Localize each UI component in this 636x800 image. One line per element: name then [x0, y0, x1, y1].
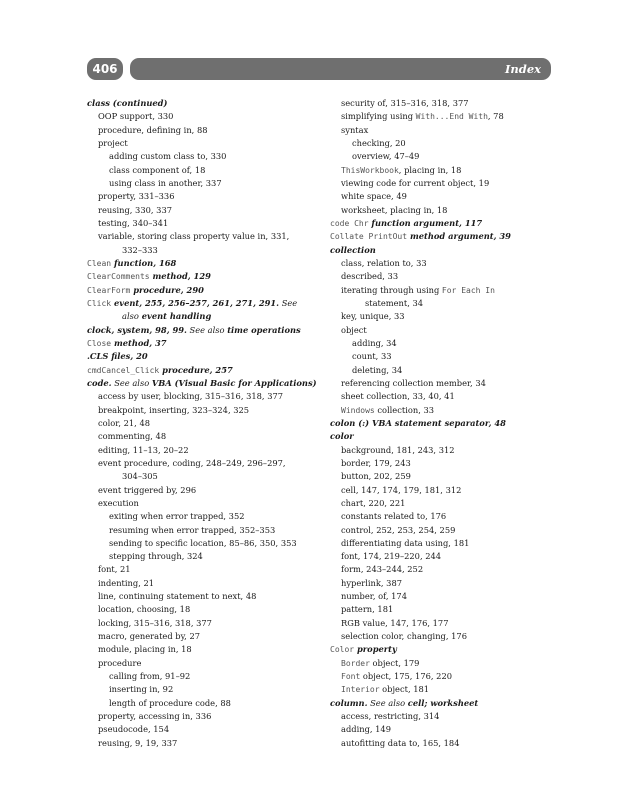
index-entry-text: 332–333 [122, 244, 158, 255]
index-entry [330, 617, 552, 630]
index-entry [330, 537, 552, 550]
index-entry-text: overview, 47–49 [352, 151, 420, 162]
index-entry [330, 390, 552, 403]
index-entry-text: cmdCancel_Click [87, 365, 160, 375]
index-entry-text: event handling [138, 311, 212, 322]
index-entry-text: See [279, 297, 298, 308]
index-entry-text: event, 255, 256–257, 261, 271, 291. [111, 297, 280, 308]
index-entry [87, 630, 327, 643]
index-entry-text: line, continuing statement to next, 48 [98, 591, 257, 602]
index-entry-text: inserting in, 92 [109, 684, 174, 695]
index-entry-text: testing, 340–341 [98, 217, 169, 228]
index-entry-text: .CLS files, 20 [87, 351, 148, 362]
index-entry-text: code. [87, 377, 112, 388]
index-entry-text: Windows [341, 405, 375, 415]
index-entry [87, 417, 327, 430]
index-entry-text: editing, 11–13, 20–22 [98, 444, 189, 455]
index-entry-text: commenting, 48 [98, 431, 167, 442]
index-entry-text: function argument, 117 [368, 217, 483, 228]
index-entry-text: object, 175, 176, 220 [360, 671, 453, 682]
index-entry [330, 683, 552, 696]
index-entry-text: viewing code for current object, 19 [341, 177, 490, 188]
index-entry-text: iterating through using [341, 284, 442, 295]
index-entry [330, 190, 552, 203]
index-entry [87, 657, 327, 670]
index-entry [87, 137, 327, 150]
index-entry [330, 470, 552, 483]
index-entry-text: property [354, 644, 397, 655]
index-entry-text: cell; worksheet [407, 697, 479, 708]
index-entry-text: object [341, 324, 367, 335]
index-entry [87, 603, 327, 616]
index-entry [330, 324, 552, 337]
index-entry [87, 563, 327, 576]
index-entry [87, 190, 327, 203]
index-entry-text: column. [330, 697, 368, 708]
index-entry-text: reusing, 9, 19, 337 [98, 737, 178, 748]
index-entry [330, 577, 552, 590]
index-entry-text: autofitting data to, 165, 184 [341, 737, 460, 748]
index-entry-text: OOP support, 330 [98, 111, 174, 122]
index-entry [330, 603, 552, 616]
index-entry-text: Font [341, 672, 361, 682]
index-entry-text: security of, 315–316, 318, 377 [341, 98, 469, 108]
index-entry [330, 177, 552, 190]
index-entry [330, 350, 552, 363]
index-entry-text: property, accessing in, 336 [98, 711, 212, 722]
index-entry [87, 550, 327, 563]
index-entry-text: ClearComments [87, 272, 150, 282]
index-entry [87, 510, 327, 523]
index-entry-text: Clean [87, 258, 112, 268]
page-number: 406 [87, 58, 123, 80]
index-entry [87, 337, 327, 350]
index-column-right [330, 97, 552, 750]
index-entry-text: method, 37 [111, 337, 167, 348]
index-entry [330, 97, 552, 110]
index-entry [87, 697, 327, 710]
index-entry-text: location, choosing, 18 [98, 604, 191, 615]
index-entry-text: selection color, changing, 176 [341, 631, 467, 642]
index-entry-text: procedure [98, 657, 142, 668]
index-entry [330, 217, 552, 230]
index-entry-text: See also [111, 377, 152, 388]
index-entry-text: For Each In [441, 285, 495, 295]
index-entry-text: deleting, 34 [352, 364, 403, 375]
index-entry-text: form, 243–244, 252 [341, 564, 424, 575]
index-entry [87, 110, 327, 123]
index-entry [330, 364, 552, 377]
index-entry [87, 244, 327, 257]
index-entry [87, 577, 327, 590]
index-entry-text: procedure, 257 [159, 364, 233, 375]
index-entry-text: differentiating data using, 181 [341, 537, 470, 548]
index-entry [330, 150, 552, 163]
index-entry-text: constants related to, 176 [341, 511, 447, 522]
index-entry [330, 257, 552, 270]
index-entry [87, 377, 327, 390]
index-entry-text: worksheet, placing in, 18 [341, 204, 448, 215]
index-entry [330, 377, 552, 390]
index-entry [87, 537, 327, 550]
index-entry-text: exiting when error trapped, 352 [109, 511, 245, 522]
index-entry [330, 417, 552, 430]
index-entry [87, 590, 327, 603]
index-entry [87, 710, 327, 723]
page-header [87, 58, 551, 80]
index-entry-text: Close [87, 338, 112, 348]
index-entry-text: adding, 149 [341, 724, 391, 735]
index-entry-text: variable, storing class property value in, 331, [98, 231, 290, 242]
index-entry [87, 524, 327, 537]
index-entry-text: sending to specific location, 85–86, 350, 353 [109, 537, 297, 548]
index-entry [87, 484, 327, 497]
index-entry-text: hyperlink, 387 [341, 577, 403, 588]
index-entry-text: border, 179, 243 [341, 457, 411, 468]
index-entry-text: Color [330, 645, 355, 655]
index-entry-text: pattern, 181 [341, 604, 394, 615]
index-entry [330, 723, 552, 736]
index-entry-text: color [330, 431, 354, 442]
index-entry [87, 444, 327, 457]
index-entry-text: syntax [341, 124, 369, 135]
index-entry-text: colon (:) VBA statement separator, 48 [330, 417, 506, 428]
index-entry [330, 124, 552, 137]
index-entry [87, 617, 327, 630]
index-entry [87, 404, 327, 417]
index-entry [87, 310, 327, 323]
index-entry [330, 643, 552, 656]
index-entry-text: checking, 20 [352, 137, 406, 148]
index-entry [87, 164, 327, 177]
index-entry [330, 497, 552, 510]
index-entry [330, 670, 552, 683]
index-entry-text: using class in another, 337 [109, 177, 222, 188]
index-entry-text: project [98, 137, 128, 148]
index-entry-text: number, of, 174 [341, 591, 407, 602]
index-entry-text: stepping through, 324 [109, 551, 203, 562]
index-entry-text: button, 202, 259 [341, 471, 411, 482]
index-entry-text: code Chr [330, 218, 369, 228]
index-entry [330, 337, 552, 350]
index-entry [330, 404, 552, 417]
index-entry [330, 457, 552, 470]
index-entry [330, 230, 552, 243]
index-entry [87, 124, 327, 137]
index-entry [87, 390, 327, 403]
index-entry [87, 457, 327, 470]
index-entry-text: collection, 33 [374, 404, 435, 415]
index-entry [87, 324, 327, 337]
index-entry [87, 683, 327, 696]
index-entry [330, 697, 552, 710]
index-entry-text: function, 168 [111, 257, 177, 268]
index-entry [87, 723, 327, 736]
index-entry-text: ClearForm [87, 285, 131, 295]
index-entry-text: object, 179 [369, 657, 420, 668]
index-entry [87, 497, 327, 510]
index-entry [330, 563, 552, 576]
index-entry-text: chart, 220, 221 [341, 497, 406, 508]
index-entry-text: Border [341, 658, 370, 668]
index-entry-text: event procedure, coding, 248–249, 296–297, [98, 457, 286, 468]
index-entry [330, 484, 552, 497]
index-entry-text: method argument, 39 [407, 231, 511, 242]
index-entry-text: collection [330, 244, 376, 255]
index-entry [330, 590, 552, 603]
index-entry [87, 737, 327, 750]
index-entry-text: simplifying using [341, 111, 416, 122]
index-entry-text: With...End With [415, 112, 488, 122]
index-entry [87, 284, 327, 297]
index-entry-text: See also [186, 324, 228, 335]
index-entry-text: Click [87, 298, 112, 308]
index-entry-text: pseudocode, 154 [98, 724, 170, 735]
index-entry-text: clock, system, 98, 99. [87, 324, 187, 335]
index-entry [330, 244, 552, 257]
index-entry [87, 230, 327, 243]
index-entry-text: class, relation to, 33 [341, 257, 427, 268]
index-entry-text: , placing in, 18 [398, 164, 462, 175]
index-entry-text: class (continued) [87, 98, 168, 108]
index-entry-text: adding custom class to, 330 [109, 151, 227, 162]
index-entry-text: time operations [227, 324, 301, 335]
index-entry-text: calling from, 91–92 [109, 671, 191, 682]
index-entry [87, 350, 327, 363]
index-entry-text: macro, generated by, 27 [98, 631, 201, 642]
index-entry [87, 643, 327, 656]
index-entry-text: method, 129 [149, 271, 211, 282]
index-column-left [87, 97, 327, 750]
header-bar [130, 58, 551, 80]
index-entry-text: event triggered by, 296 [98, 484, 197, 495]
index-entry-text: resuming when error trapped, 352–353 [109, 524, 276, 535]
section-title: Index [505, 62, 541, 76]
index-entry [87, 670, 327, 683]
index-entry [330, 204, 552, 217]
index-entry [87, 177, 327, 190]
index-entry [330, 110, 552, 123]
index-entry-text: statement, 34 [365, 297, 424, 308]
index-entry-text: described, 33 [341, 271, 399, 282]
index-entry-text: VBA (Visual Basic for Applications) [151, 377, 317, 388]
index-entry [330, 630, 552, 643]
index-entry [87, 97, 327, 110]
index-entry-text: locking, 315–316, 318, 377 [98, 617, 212, 628]
index-entry [87, 204, 327, 217]
index-entry [330, 270, 552, 283]
index-entry-text: also [122, 311, 139, 322]
index-entry-text: procedure, defining in, 88 [98, 124, 208, 135]
index-entry [330, 510, 552, 523]
index-entry-text: See also [367, 697, 408, 708]
index-entry [330, 137, 552, 150]
index-entry [330, 310, 552, 323]
index-entry-text: Interior [341, 685, 380, 695]
index-entry [330, 297, 552, 310]
index-entry [330, 524, 552, 537]
index-entry [87, 217, 327, 230]
index-entry-text: adding, 34 [352, 337, 397, 348]
index-entry [87, 470, 327, 483]
index-entry [330, 430, 552, 443]
index-entry [330, 710, 552, 723]
index-entry [330, 164, 552, 177]
index-entry [87, 257, 327, 270]
index-entry-text: control, 252, 253, 254, 259 [341, 524, 456, 535]
index-entry-text: breakpoint, inserting, 323–324, 325 [98, 404, 250, 415]
index-entry-text: class component of, 18 [109, 164, 206, 175]
index-entry-text: 304–305 [122, 471, 158, 482]
index-entry-text: module, placing in, 18 [98, 644, 192, 655]
index-entry-text: background, 181, 243, 312 [341, 444, 455, 455]
index-entry [87, 430, 327, 443]
index-entry [87, 270, 327, 283]
index-entry-text: object, 181 [379, 684, 430, 695]
index-entry-text: color, 21, 48 [98, 417, 151, 428]
index-entry-text: procedure, 290 [130, 284, 204, 295]
index-entry-text: font, 21 [98, 564, 131, 575]
index-entry-text: reusing, 330, 337 [98, 204, 173, 215]
index-entry-text: ThisWorkbook [341, 165, 399, 175]
index-entry-text: Collate PrintOut [330, 232, 408, 242]
index-entry [330, 550, 552, 563]
index-entry-text: white space, 49 [341, 191, 407, 202]
index-entry-text: RGB value, 147, 176, 177 [341, 617, 449, 628]
index-entry [330, 737, 552, 750]
index-entry [87, 364, 327, 377]
index-entry [87, 150, 327, 163]
index-entry [330, 284, 552, 297]
index-entry-text: indenting, 21 [98, 577, 155, 588]
index-entry-text: referencing collection member, 34 [341, 377, 486, 388]
index-entry [330, 657, 552, 670]
index-entry-text: key, unique, 33 [341, 311, 405, 322]
index-entry-text: sheet collection, 33, 40, 41 [341, 391, 455, 402]
index-entry-text: cell, 147, 174, 179, 181, 312 [341, 484, 462, 495]
index-entry-text: length of procedure code, 88 [109, 697, 231, 708]
index-entry-text: , 78 [487, 111, 504, 122]
index-entry-text: access by user, blocking, 315–316, 318, 377 [98, 391, 284, 402]
index-entry-text: access, restricting, 314 [341, 711, 440, 722]
index-entry-text: execution [98, 497, 139, 508]
index-entry-text: font, 174, 219–220, 244 [341, 551, 442, 562]
index-entry [87, 297, 327, 310]
index-entry-text: property, 331–336 [98, 191, 175, 202]
index-entry [330, 444, 552, 457]
index-entry-text: count, 33 [352, 351, 392, 362]
